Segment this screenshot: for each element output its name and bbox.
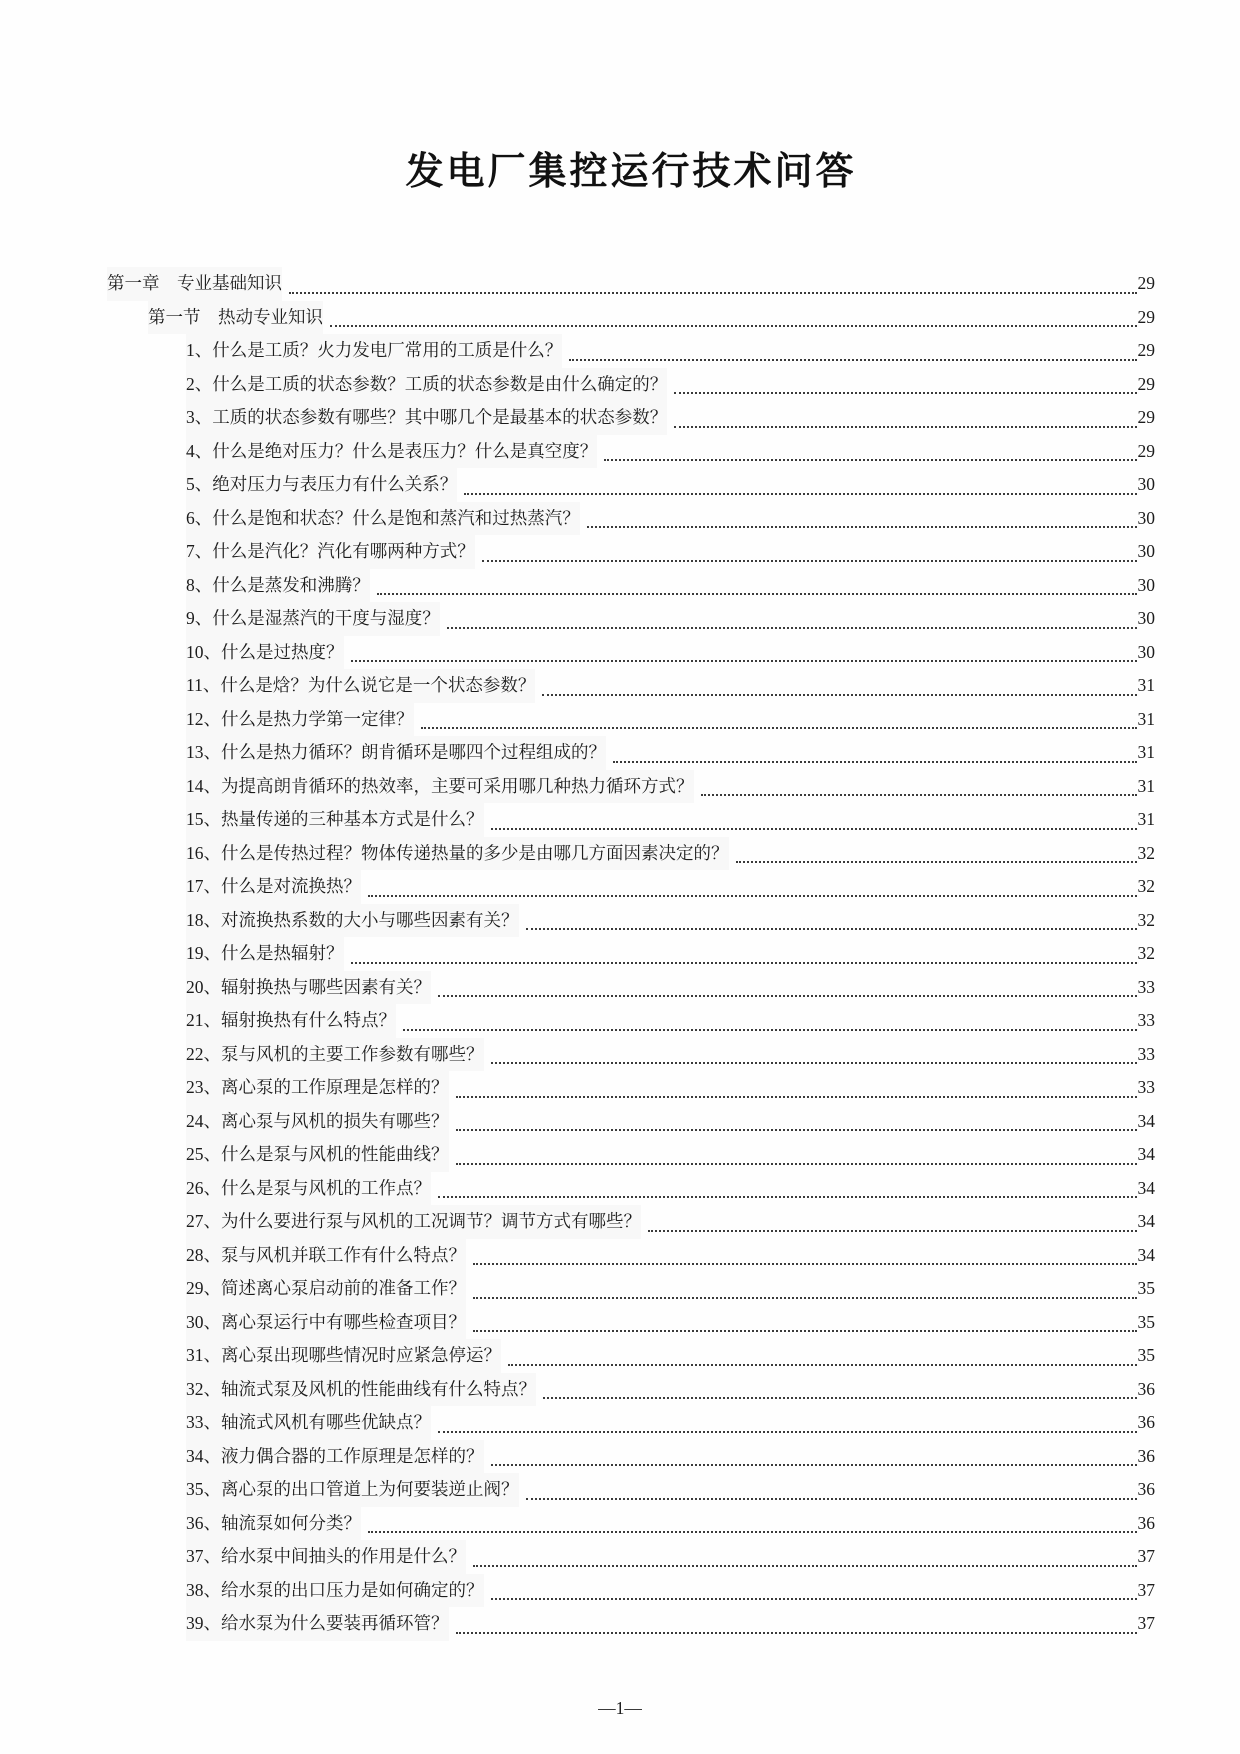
- document-title: 发电厂集控运行技术问答: [405, 151, 857, 193]
- toc-dot-leader: [674, 426, 1136, 428]
- toc-entry-label: 36、轴流泵如何分类？: [186, 1507, 361, 1541]
- toc-entry[interactable]: [186, 1373, 1155, 1407]
- toc-entry[interactable]: [186, 468, 1155, 502]
- toc-dot-leader: [438, 1431, 1137, 1433]
- toc-entry-page: 34: [1137, 1177, 1155, 1198]
- toc-dot-leader: [456, 1163, 1137, 1165]
- toc-entry-label: 12、什么是热力学第一定律？: [186, 703, 414, 737]
- toc-entry-page: 30: [1137, 641, 1155, 662]
- toc-entry-page: 31: [1137, 809, 1155, 829]
- toc-entry-label: 31、离心泵出现哪些情况时应紧急停运？: [186, 1339, 501, 1373]
- toc-entry[interactable]: [186, 1306, 1155, 1340]
- toc-entry-page: 30: [1137, 574, 1155, 595]
- toc-entry[interactable]: [186, 669, 1155, 703]
- toc-entry-page: 29: [1137, 340, 1155, 360]
- toc-dot-leader: [368, 1531, 1137, 1533]
- toc-dot-leader: [473, 1263, 1137, 1265]
- toc-entry-label: 11、什么是焓？为什么说它是一个状态参数？: [186, 669, 535, 703]
- toc-entry-label: 7、什么是汽化？汽化有哪两种方式？: [186, 535, 475, 569]
- toc-entry[interactable]: [186, 1239, 1155, 1273]
- toc-entry-page: 32: [1137, 876, 1155, 896]
- toc-dot-leader: [587, 526, 1137, 528]
- toc-entry-label: 第一章 专业基础知识: [107, 267, 282, 301]
- toc-entry-page: 29: [1137, 373, 1155, 394]
- toc-entry-label: 4、什么是绝对压力？什么是表压力？什么是真空度？: [186, 435, 597, 469]
- toc-entry-page: 31: [1137, 675, 1155, 695]
- toc-entry-page: 32: [1137, 842, 1155, 863]
- toc-entry-page: 36: [1137, 1378, 1155, 1399]
- toc-entry-label: 25、什么是泵与风机的性能曲线？: [186, 1138, 449, 1172]
- toc-dot-leader: [674, 392, 1136, 394]
- toc-entry-label: 38、给水泵的出口压力是如何确定的？: [186, 1574, 484, 1608]
- toc-entry[interactable]: [186, 1339, 1155, 1373]
- toc-dot-leader: [403, 1029, 1137, 1031]
- toc-entry-label: 33、轴流式风机有哪些优缺点？: [186, 1406, 431, 1440]
- toc-dot-leader: [569, 359, 1136, 361]
- toc-dot-leader: [330, 325, 1137, 327]
- toc-entry[interactable]: [186, 870, 1155, 904]
- toc-entry-label: 第一节 热动专业知识: [148, 301, 323, 335]
- toc-entry[interactable]: [186, 1105, 1155, 1139]
- toc-dot-leader: [456, 1632, 1137, 1634]
- toc-entry-page: 37: [1137, 1546, 1155, 1566]
- toc-dot-leader: [526, 928, 1137, 930]
- toc-entry-page: 34: [1137, 1244, 1155, 1265]
- toc-dot-leader: [377, 593, 1137, 595]
- toc-entry-page: 32: [1137, 943, 1155, 963]
- toc-entry[interactable]: [186, 1138, 1155, 1172]
- toc-entry-page: 30: [1137, 541, 1155, 561]
- toc-dot-leader: [613, 761, 1137, 763]
- toc-entry-label: 6、什么是饱和状态？什么是饱和蒸汽和过热蒸汽？: [186, 502, 580, 536]
- toc-entry-page: 33: [1137, 976, 1155, 997]
- toc-entry[interactable]: [186, 770, 1155, 804]
- toc-entry[interactable]: [186, 1473, 1155, 1507]
- toc-entry[interactable]: [107, 267, 1155, 301]
- toc-entry[interactable]: [186, 535, 1155, 569]
- toc-entry-page: 33: [1137, 1043, 1155, 1064]
- toc-dot-leader: [473, 1565, 1137, 1567]
- toc-dot-leader: [491, 828, 1137, 830]
- toc-entry-label: 9、什么是湿蒸汽的干度与湿度？: [186, 602, 440, 636]
- toc-entry-page: 34: [1137, 1110, 1155, 1131]
- toc-entry-page: 31: [1137, 775, 1155, 796]
- toc-entry[interactable]: [186, 1172, 1155, 1206]
- toc-dot-leader: [447, 627, 1137, 629]
- toc-dot-leader: [351, 660, 1137, 662]
- toc-entry-label: 3、工质的状态参数有哪些？其中哪几个是最基本的状态参数？: [186, 401, 667, 435]
- toc-entry[interactable]: [148, 301, 1155, 335]
- toc-entry[interactable]: [186, 569, 1155, 603]
- toc-entry-page: 36: [1137, 1412, 1155, 1432]
- toc-entry-label: 39、给水泵为什么要装再循环管？: [186, 1607, 449, 1641]
- toc-entry-page: 30: [1137, 507, 1155, 528]
- page-footer: [0, 1698, 1240, 1719]
- toc-entry[interactable]: [186, 803, 1155, 837]
- toc-entry-page: 35: [1137, 1311, 1155, 1332]
- toc-entry-page: 34: [1137, 1211, 1155, 1231]
- toc-entry-label: 29、简述离心泵启动前的准备工作？: [186, 1272, 466, 1306]
- toc-dot-leader: [482, 560, 1137, 562]
- toc-entry-label: 27、为什么要进行泵与风机的工况调节？调节方式有哪些？: [186, 1205, 641, 1239]
- toc-entry-page: 32: [1137, 909, 1155, 930]
- toc-entry-label: 16、什么是传热过程？物体传递热量的多少是由哪几方面因素决定的？: [186, 837, 729, 871]
- toc-entry-page: 36: [1137, 1479, 1155, 1499]
- toc-entry-label: 21、辐射换热有什么特点？: [186, 1004, 396, 1038]
- toc-dot-leader: [438, 1196, 1137, 1198]
- toc-dot-leader: [736, 861, 1137, 863]
- toc-entry[interactable]: [186, 1406, 1155, 1440]
- toc-entry[interactable]: [186, 401, 1155, 435]
- toc-entry-label: 8、什么是蒸发和沸腾？: [186, 569, 370, 603]
- toc-entry[interactable]: [186, 1607, 1155, 1641]
- toc-dot-leader: [543, 1397, 1137, 1399]
- toc-entry-label: 2、什么是工质的状态参数？工质的状态参数是由什么确定的？: [186, 368, 667, 402]
- toc-entry[interactable]: [186, 904, 1155, 938]
- toc-entry[interactable]: [186, 334, 1155, 368]
- toc-entry-label: 28、泵与风机并联工作有什么特点？: [186, 1239, 466, 1273]
- toc-dot-leader: [351, 962, 1137, 964]
- toc-entry-label: 23、离心泵的工作原理是怎样的？: [186, 1071, 449, 1105]
- toc-entry-page: 36: [1137, 1512, 1155, 1533]
- toc-entry[interactable]: [186, 1574, 1155, 1608]
- toc-dot-leader: [438, 995, 1137, 997]
- toc-entry-page: 29: [1137, 440, 1155, 461]
- toc-entry-label: 26、什么是泵与风机的工作点？: [186, 1172, 431, 1206]
- toc-entry[interactable]: [186, 703, 1155, 737]
- toc-entry-label: 17、什么是对流换热？: [186, 870, 361, 904]
- toc-entry[interactable]: [186, 1507, 1155, 1541]
- toc-entry-label: 34、液力偶合器的工作原理是怎样的？: [186, 1440, 484, 1474]
- table-of-contents: [107, 267, 1155, 1641]
- toc-entry-label: 15、热量传递的三种基本方式是什么？: [186, 803, 484, 837]
- toc-dot-leader: [491, 1598, 1137, 1600]
- toc-entry-label: 30、离心泵运行中有哪些检查项目？: [186, 1306, 466, 1340]
- toc-entry-page: 29: [1137, 306, 1155, 327]
- toc-entry-label: 35、离心泵的出口管道上为何要装逆止阀？: [186, 1473, 519, 1507]
- toc-entry[interactable]: [186, 368, 1155, 402]
- toc-entry[interactable]: [186, 435, 1155, 469]
- toc-entry-label: 13、什么是热力循环？朗肯循环是哪四个过程组成的？: [186, 736, 606, 770]
- toc-entry-page: 29: [1137, 407, 1155, 427]
- toc-dot-leader: [464, 493, 1136, 495]
- toc-entry-label: 37、给水泵中间抽头的作用是什么？: [186, 1540, 466, 1574]
- toc-entry-page: 33: [1137, 1010, 1155, 1030]
- toc-entry-page: 33: [1137, 1077, 1155, 1097]
- toc-entry-page: 30: [1137, 474, 1155, 494]
- toc-dot-leader: [648, 1230, 1137, 1232]
- toc-dot-leader: [491, 1464, 1137, 1466]
- toc-entry-label: 18、对流换热系数的大小与哪些因素有关？: [186, 904, 519, 938]
- toc-entry-page: 34: [1137, 1144, 1155, 1164]
- toc-dot-leader: [473, 1297, 1137, 1299]
- toc-dot-leader: [604, 459, 1136, 461]
- toc-dot-leader: [508, 1364, 1137, 1366]
- toc-entry-page: 31: [1137, 742, 1155, 762]
- toc-entry-label: 14、为提高朗肯循环的热效率，主要可采用哪几种热力循环方式？: [186, 770, 694, 804]
- toc-entry[interactable]: [186, 1440, 1155, 1474]
- toc-dot-leader: [473, 1330, 1137, 1332]
- toc-dot-leader: [421, 727, 1137, 729]
- page-number-label: —1—: [598, 1698, 642, 1718]
- toc-entry-page: 37: [1137, 1579, 1155, 1600]
- toc-entry[interactable]: [186, 971, 1155, 1005]
- toc-entry-page: 35: [1137, 1345, 1155, 1365]
- toc-entry[interactable]: [186, 1071, 1155, 1105]
- toc-dot-leader: [526, 1498, 1137, 1500]
- toc-dot-leader: [456, 1129, 1137, 1131]
- toc-entry[interactable]: [186, 1038, 1155, 1072]
- toc-dot-leader: [491, 1062, 1137, 1064]
- toc-entry[interactable]: [186, 1540, 1155, 1574]
- toc-entry[interactable]: [186, 1272, 1155, 1306]
- toc-entry-label: 19、什么是热辐射？: [186, 937, 344, 971]
- toc-dot-leader: [289, 292, 1137, 294]
- toc-dot-leader: [701, 794, 1137, 796]
- toc-entry[interactable]: [186, 602, 1155, 636]
- toc-entry-label: 24、离心泵与风机的损失有哪些？: [186, 1105, 449, 1139]
- toc-dot-leader: [456, 1096, 1137, 1098]
- toc-entry[interactable]: [186, 1205, 1155, 1239]
- toc-entry-label: 10、什么是过热度？: [186, 636, 344, 670]
- toc-entry-label: 22、泵与风机的主要工作参数有哪些？: [186, 1038, 484, 1072]
- toc-entry-page: 29: [1137, 273, 1155, 293]
- toc-entry-label: 20、辐射换热与哪些因素有关？: [186, 971, 431, 1005]
- toc-entry[interactable]: [186, 837, 1155, 871]
- toc-dot-leader: [542, 694, 1136, 696]
- toc-dot-leader: [368, 895, 1137, 897]
- toc-entry-label: 1、什么是工质？火力发电厂常用的工质是什么？: [186, 334, 562, 368]
- toc-entry-label: 32、轴流式泵及风机的性能曲线有什么特点？: [186, 1373, 536, 1407]
- toc-entry-page: 35: [1137, 1278, 1155, 1298]
- toc-entry-page: 30: [1137, 608, 1155, 628]
- toc-entry-page: 36: [1137, 1445, 1155, 1466]
- toc-entry[interactable]: [186, 636, 1155, 670]
- toc-entry-page: 37: [1137, 1613, 1155, 1633]
- toc-entry-label: 5、绝对压力与表压力有什么关系？: [186, 468, 457, 502]
- toc-entry-page: 31: [1137, 708, 1155, 729]
- toc-entry[interactable]: [186, 1004, 1155, 1038]
- toc-entry[interactable]: [186, 937, 1155, 971]
- toc-entry[interactable]: [186, 736, 1155, 770]
- toc-entry[interactable]: [186, 502, 1155, 536]
